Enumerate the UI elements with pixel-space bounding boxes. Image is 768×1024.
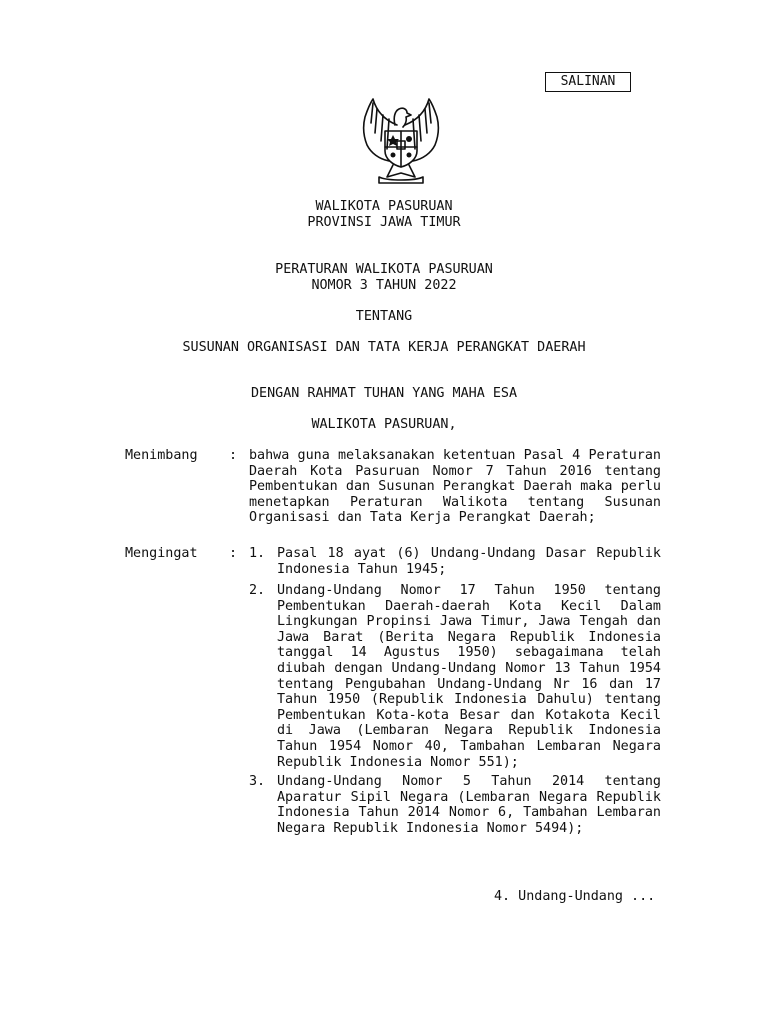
header-title: WALIKOTA PASURUAN	[315, 199, 453, 214]
preamble-mayor: WALIKOTA PASURUAN,	[311, 417, 457, 432]
regulation-title: PERATURAN WALIKOTA PASURUAN	[275, 262, 493, 277]
garuda-pancasila-emblem	[357, 95, 445, 187]
mengingat-item-2-number: 2.	[249, 583, 266, 598]
continuation-note: 4. Undang-Undang ...	[494, 889, 656, 904]
menimbang-colon: :	[229, 448, 238, 463]
regulation-number: NOMOR 3 TAHUN 2022	[311, 278, 457, 293]
salinan-stamp: SALINAN	[545, 72, 631, 92]
menimbang-text: bahwa guna melaksanakan ketentuan Pasal 4 Peraturan Daerah Kota Pasuruan Nomor 7 Tahun 2016 tentang Pembentukan dan Susunan Perangkat Daerah maka perlu menetapkan Peraturan Walikota tentang Susunan Organisasi dan Tata Kerja Perangkat Daerah;	[249, 448, 661, 526]
mengingat-item-2-text: Undang-Undang Nomor 17 Tahun 1950 tentang Pembentukan Daerah-daerah Kota Kecil Dalam Lingkungan Propinsi Jawa Timur, Jawa Tengah dan Jawa Barat (Berita Negara Republik Indonesia tanggal 14 Agustus 1950) sebagaimana telah diubah dengan Undang-Undang Nomor 13 Tahun 1954 tentang Pengubahan Undang-Undang Nr 16 dan 17 Tahun 1950 (Republik Indonesia Dahulu) tentang Pembentukan Kota-kota Besar dan Kotakota Kecil di Jawa (Lembaran Negara Republik Indonesia Tahun 1954 Nomor 40, Tambahan Lembaran Negara Republik Indonesia Nomor 551);	[277, 583, 661, 770]
mengingat-label: Mengingat	[125, 546, 198, 561]
regulation-subject: SUSUNAN ORGANISASI DAN TATA KERJA PERANGKAT DAERAH	[182, 340, 586, 355]
mengingat-item-1-text: Pasal 18 ayat (6) Undang-Undang Dasar Republik Indonesia Tahun 1945;	[277, 546, 661, 577]
mengingat-item-3-text: Undang-Undang Nomor 5 Tahun 2014 tentang Aparatur Sipil Negara (Lembaran Negara Republik Indonesia Tahun 2014 Nomor 6, Tambahan Lembaran Negara Republik Indonesia Nomor 5494);	[277, 774, 661, 836]
mengingat-item-1-number: 1.	[249, 546, 266, 561]
preamble-grace: DENGAN RAHMAT TUHAN YANG MAHA ESA	[250, 386, 518, 401]
regulation-about: TENTANG	[355, 309, 413, 324]
mengingat-item-3-number: 3.	[249, 774, 266, 789]
header-province: PROVINSI JAWA TIMUR	[307, 215, 461, 230]
mengingat-colon: :	[229, 546, 238, 561]
menimbang-label: Menimbang	[125, 448, 198, 463]
